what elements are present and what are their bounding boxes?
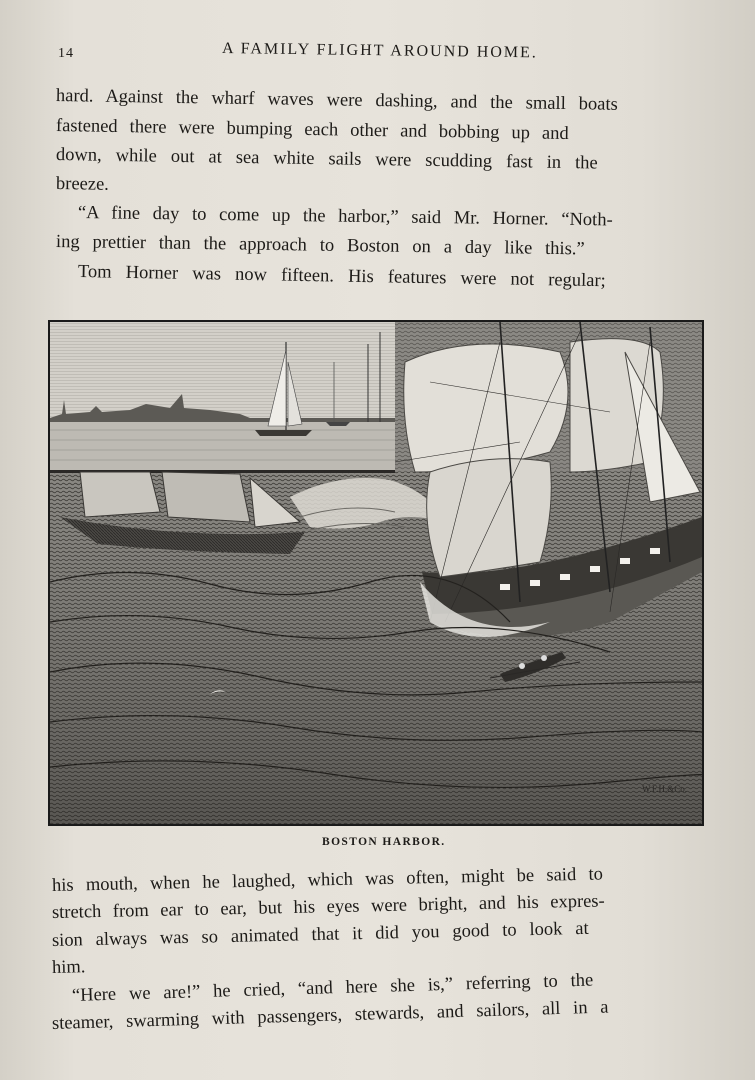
page-number: 14: [58, 46, 74, 61]
square-rigged-ship: [395, 322, 702, 637]
text-line: steamer, swarming with passengers, stewards, and sailors, all in a: [51, 997, 609, 1034]
running-title: A FAMILY FLIGHT AROUND HOME.: [221, 40, 538, 62]
engraving-drawing: [50, 322, 702, 824]
text-line: down, while out at sea white sails were scudding fast in the: [55, 145, 598, 174]
text-line: hard. Against the wharf waves were dashing, and the small boats: [55, 86, 618, 115]
text-line: sion always was so animated that it did you good to look at: [51, 918, 589, 951]
text-line: fastened there were bumping each other and bobbing up and: [55, 116, 569, 145]
text-line: “A fine day to come up the harbor,” said Mr. Horner. “Noth-: [77, 203, 613, 231]
page-header: [0, 38, 755, 68]
text-line: his mouth, when he laughed, which was often, might be said to: [51, 864, 604, 896]
text-line: “Here we are!” he cried, “and here she is,” referring to the: [71, 970, 594, 1006]
text-line: ing prettier than the approach to Boston on a day like this.”: [55, 232, 585, 260]
text-line: breeze.: [55, 174, 110, 195]
text-line: him.: [51, 957, 86, 978]
engraver-mark: W.F.H.&Co.: [642, 784, 687, 794]
boston-harbor-illustration: [48, 320, 704, 826]
figure-caption: BOSTON HARBOR.: [322, 836, 446, 848]
text-line: Tom Horner was now fifteen. His features were not regular;: [77, 262, 606, 292]
text-line: stretch from ear to ear, but his eyes were bright, and his expres-: [51, 891, 605, 923]
inset-harbor-view: [50, 322, 395, 473]
